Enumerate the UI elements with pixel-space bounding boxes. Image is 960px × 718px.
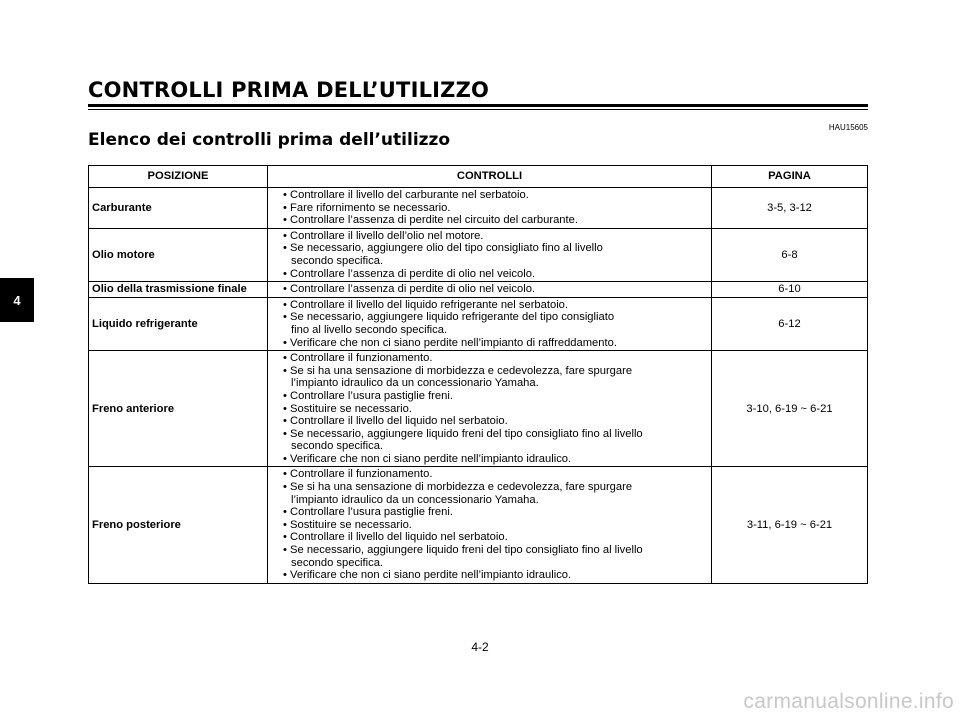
table-row [89,467,868,583]
check-item: • Se si ha una sensazione di morbidezza e cedevolezza, fare spurgare l’impianto idraulico da un concessionario Yamaha. [280,365,708,390]
row-checks [268,282,712,298]
row-page: 3-11, 6-19 ~ 6-21 [712,467,868,583]
row-page: 3-5, 3-12 [712,188,868,229]
row-checks [268,188,712,229]
check-item: • Controllare l’assenza di perdite nel circuito del carburante. [280,214,708,227]
check-item: • Sostituire se necessario. [280,403,708,416]
table-row [89,282,868,298]
row-position: Olio della trasmissione finale [89,282,268,298]
checklist-table [88,165,868,584]
check-item: • Se necessario, aggiungere liquido freni del tipo consigliato fino al livello secondo specifica. [280,544,708,569]
page-subtitle: Elenco dei controlli prima dell’utilizzo [88,130,451,150]
check-item: • Controllare l’usura pastiglie freni. [280,390,708,403]
check-item: • Controllare il livello dell’olio nel motore. [280,230,708,243]
check-item: • Verificare che non ci siano perdite nell’impianto idraulico. [280,453,708,466]
row-position: Freno anteriore [89,351,268,467]
header-rule [88,104,868,107]
check-item: • Se si ha una sensazione di morbidezza e cedevolezza, fare spurgare l’impianto idraulico da un concessionario Yamaha. [280,481,708,506]
row-checks [268,351,712,467]
page-number: 4-2 [471,640,489,654]
check-item: • Verificare che non ci siano perdite nell’impianto idraulico. [280,569,708,582]
row-checks [268,228,712,281]
table-row [89,351,868,467]
row-checks [268,467,712,583]
row-position: Olio motore [89,228,268,281]
check-item: • Se necessario, aggiungere liquido freni del tipo consigliato fino al livello secondo specifica. [280,428,708,453]
row-page: 6-12 [712,297,868,350]
check-item: • Controllare l’usura pastiglie freni. [280,506,708,519]
check-item: • Controllare il livello del carburante nel serbatoio. [280,189,708,202]
row-position: Liquido refrigerante [89,297,268,350]
check-item: • Se necessario, aggiungere olio del tipo consigliato fino al livello secondo specifica. [280,242,708,267]
check-item: • Controllare l’assenza di perdite di olio nel veicolo. [280,268,708,281]
header-rule-thin [88,109,868,110]
header-checks: CONTROLLI [268,166,712,188]
table-row [89,297,868,350]
section-title: CONTROLLI PRIMA DELL’UTILIZZO [88,78,490,102]
check-item: • Controllare il livello del liquido refrigerante nel serbatoio. [280,299,708,312]
chapter-tab: 4 [0,278,34,322]
check-item: • Controllare il livello del liquido nel serbatoio. [280,415,708,428]
row-checks [268,297,712,350]
row-page: 6-10 [712,282,868,298]
row-position: Carburante [89,188,268,229]
header-position: POSIZIONE [89,166,268,188]
check-item: • Controllare il funzionamento. [280,352,708,365]
row-position: Freno posteriore [89,467,268,583]
table-row [89,228,868,281]
check-item: • Fare rifornimento se necessario. [280,202,708,215]
table-row [89,188,868,229]
watermark: carmanualsonline.info [743,690,954,713]
check-item: • Controllare il livello del liquido nel serbatoio. [280,531,708,544]
table-header-row [89,166,868,188]
row-page: 6-8 [712,228,868,281]
check-item: • Controllare il funzionamento. [280,468,708,481]
check-item: • Se necessario, aggiungere liquido refrigerante del tipo consigliato fino al livello secondo specifica. [280,311,708,336]
check-item: • Controllare l’assenza di perdite di olio nel veicolo. [280,283,708,296]
header-page: PAGINA [712,166,868,188]
check-item: • Verificare che non ci siano perdite nell’impianto di raffreddamento. [280,337,708,350]
document-code: HAU15605 [828,123,868,132]
row-page: 3-10, 6-19 ~ 6-21 [712,351,868,467]
check-item: • Sostituire se necessario. [280,519,708,532]
